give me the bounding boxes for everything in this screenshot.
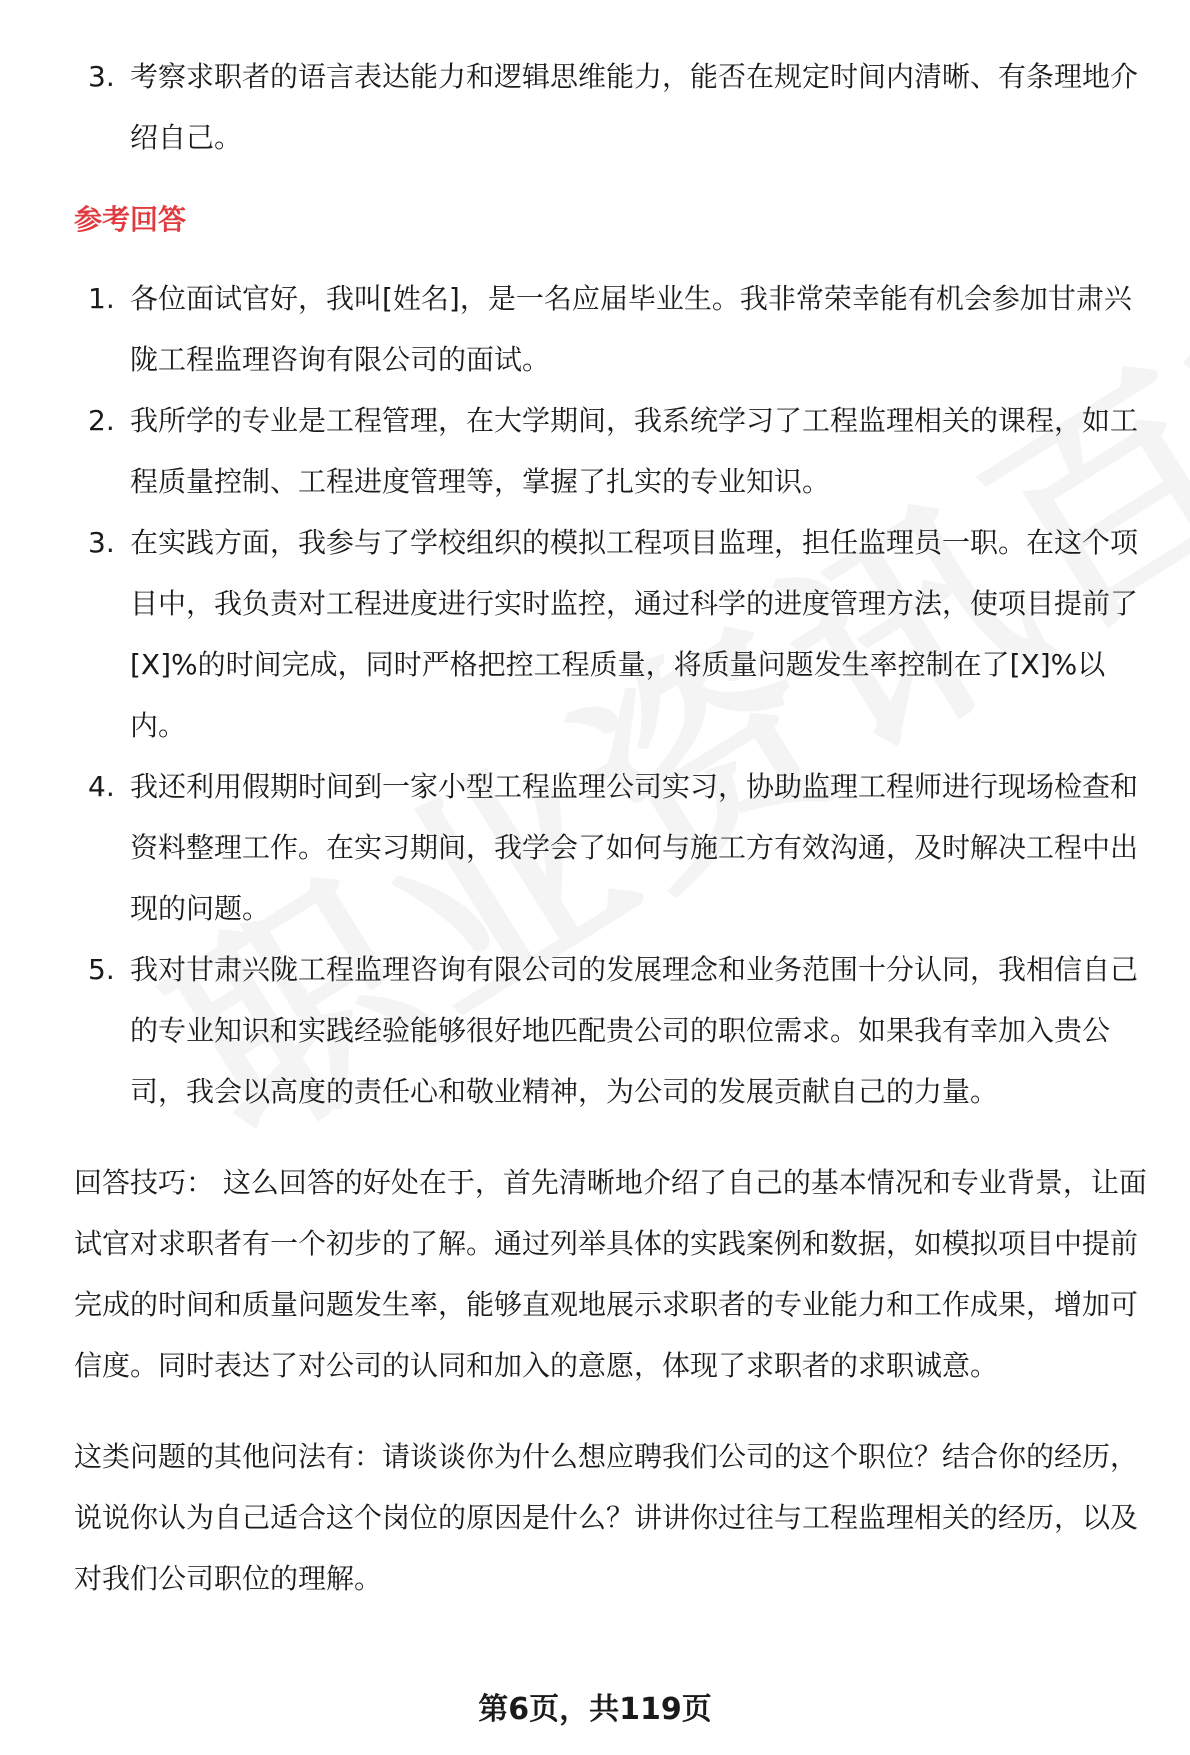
list-item xyxy=(74,512,1154,756)
list-item-number: 2. xyxy=(88,404,115,437)
list-item-number: 1. xyxy=(88,282,115,315)
page-content xyxy=(74,0,1154,1609)
list-item xyxy=(74,268,1154,390)
other-questions-paragraph: 这类问题的其他问法有：请谈谈你为什么想应聘我们公司的这个职位？结合你的经历，说说你认为自己适合这个岗位的原因是什么？讲讲你过往与工程监理相关的经历，以及对我们公司职位的理解。 xyxy=(74,1440,1139,1595)
intro-list xyxy=(74,46,1154,168)
reference-answer-list xyxy=(74,268,1154,1122)
list-item-number: 3. xyxy=(88,60,115,93)
list-item xyxy=(74,46,1154,168)
list-item xyxy=(74,939,1154,1122)
list-item-text: 在实践方面，我参与了学校组织的模拟工程项目监理，担任监理员一职。在这个项目中，我负责对工程进度进行实时监控，通过科学的进度管理方法，使项目提前了[X]%的时间完成，同时严格把控工程质量，将质量问题发生率控制在了[X]%以内。 xyxy=(130,526,1139,742)
list-item xyxy=(74,756,1154,939)
reference-answer-heading: 参考回答 xyxy=(74,203,187,236)
list-item-text: 我对甘肃兴陇工程监理咨询有限公司的发展理念和业务范围十分认同，我相信自己的专业知识和实践经验能够很好地匹配贵公司的职位需求。如果我有幸加入贵公司，我会以高度的责任心和敬业精神，为公司的发展贡献自己的力量。 xyxy=(130,953,1139,1108)
list-item-text: 我还利用假期时间到一家小型工程监理公司实习，协助监理工程师进行现场检查和资料整理工作。在实习期间，我学会了如何与施工方有效沟通，及时解决工程中出现的问题。 xyxy=(130,770,1139,925)
page-number-footer: 第6页，共119页 xyxy=(478,1692,712,1727)
list-item-number: 3. xyxy=(88,526,115,559)
list-item-number: 5. xyxy=(88,953,115,986)
list-item-number: 4. xyxy=(88,770,115,803)
list-item-text: 各位面试官好，我叫[姓名]，是一名应届毕业生。我非常荣幸能有机会参加甘肃兴陇工程监理咨询有限公司的面试。 xyxy=(130,282,1132,376)
list-item-text: 我所学的专业是工程管理，在大学期间，我系统学习了工程监理相关的课程，如工程质量控制、工程进度管理等，掌握了扎实的专业知识。 xyxy=(130,404,1139,498)
list-item-text: 考察求职者的语言表达能力和逻辑思维能力，能否在规定时间内清晰、有条理地介绍自己。 xyxy=(130,60,1139,154)
answer-tips-paragraph: 回答技巧： 这么回答的好处在于，首先清晰地介绍了自己的基本情况和专业背景，让面试官对求职者有一个初步的了解。通过列举具体的实践案例和数据，如模拟项目中提前完成的时间和质量问题发生率，能够直观地展示求职者的专业能力和工作成果，增加可信度。同时表达了对公司的认同和加入的意愿，体现了求职者的求职诚意。 xyxy=(74,1166,1147,1382)
list-item xyxy=(74,390,1154,512)
